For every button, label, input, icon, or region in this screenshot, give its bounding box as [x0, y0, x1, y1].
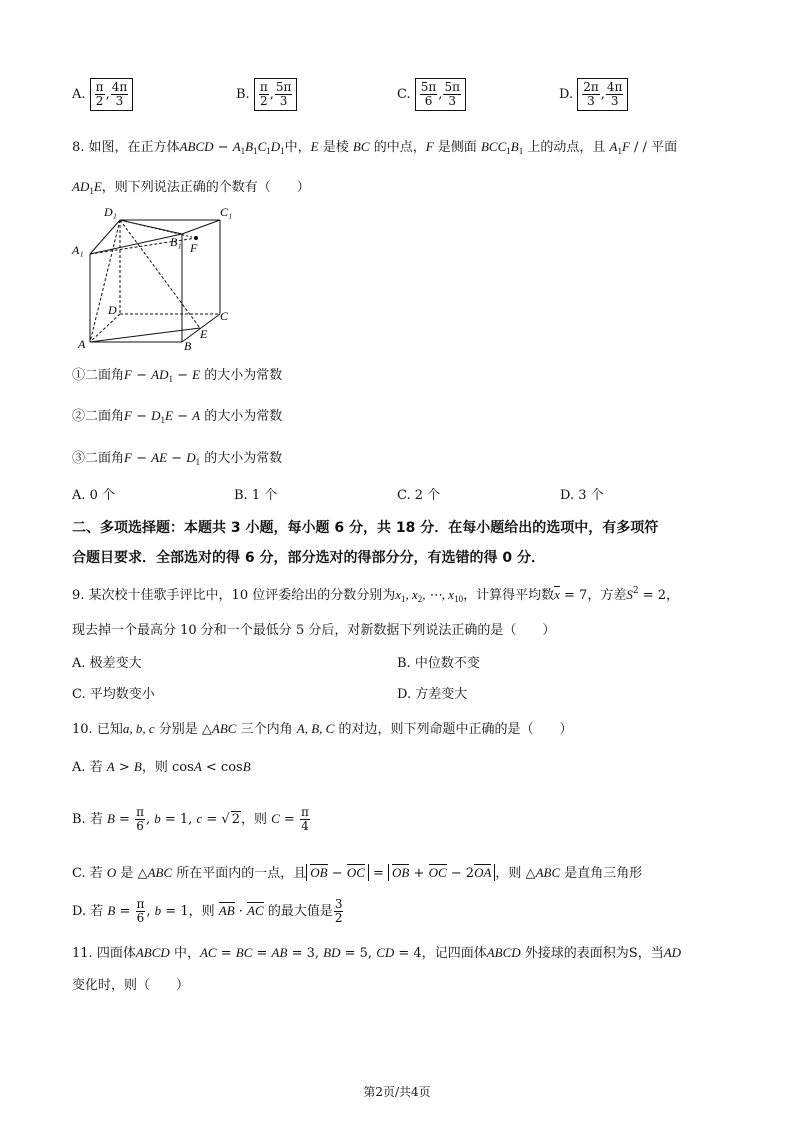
q8-statement-2: ②二面角$F - D_1E - A$ 的大小为常数: [72, 408, 283, 425]
q10-option-b[interactable]: B. 若 B = $\frac{\pi}{6}$ , b = 1, c = √ 2，则 C = $\frac{\pi}{4}$: [72, 805, 309, 833]
edge-c1b1: [182, 220, 220, 234]
q9-stem-line1: 9. 某次校十佳歌手评比中，10 位评委给出的分数分别为$x_1$, $x_2$, ⋯, $x_{10}$，计算得平均数$\overline{x} = 7$，方差$S^2 = 2$，: [72, 586, 680, 604]
q10-stem: 10. 已知a, b, c 分别是 △ABC 三个内角 A, B, C 的对边，则下列命题中正确的是（ ）: [72, 721, 573, 737]
label-d: D: [108, 303, 117, 317]
q11-stem-line2: 变化时，则（ ）: [72, 978, 190, 993]
page-number: 第2页/共4页: [363, 1085, 431, 1099]
q9-option-d[interactable]: D. 方差变大: [397, 687, 468, 702]
q8-option-a[interactable]: A. 0 个: [72, 488, 116, 503]
q8-stem-line2: $AD_1E$，则下列说法正确的个数有（ ）: [72, 179, 310, 196]
q11-stem-line1: 11. 四面体ABCD 中，AC = BC = AB = 3, BD = 5, CD = 4，记四面体ABCD 外接球的表面积为S，当AD: [72, 945, 682, 961]
q10-option-a[interactable]: A. 若 A > B，则 cosA < cosB: [72, 759, 251, 775]
cube-figure: [70, 202, 235, 352]
interval: $\frac{\pi}{2}$ , $\frac{4\pi}{3}$: [90, 78, 134, 111]
edge-da: [90, 314, 120, 342]
edge-b1a1: [90, 234, 182, 254]
q8-statement-3: ③二面角F − AE − $D_1$ 的大小为常数: [72, 450, 283, 467]
q8-option-c[interactable]: C. 2 个: [397, 488, 441, 503]
label-c1: C₁: [220, 205, 233, 219]
section-heading-line1: 二、多项选择题：本题共 3 小题，每小题 6 分，共 18 分．在每小题给出的选项中，有多项符: [72, 520, 659, 536]
interval: $\frac{5\pi}{6}$ , $\frac{5\pi}{3}$: [415, 78, 466, 111]
label-d1: D₁: [104, 205, 117, 219]
section-heading-line2: 合题目要求．全部选对的得 6 分，部分选对的得部分分，有选错的得 0 分．: [72, 550, 545, 566]
q7-option-c[interactable]: C. $\frac{5\pi}{6}$ , $\frac{5\pi}{3}$: [397, 78, 466, 111]
interval: $\frac{\pi}{2}$ , $\frac{5\pi}{3}$: [254, 78, 298, 111]
point-f: [194, 236, 198, 240]
q7-option-d[interactable]: D. $\frac{2\pi}{3}$ , $\frac{4\pi}{3}$: [559, 78, 628, 111]
q9-option-c[interactable]: C. 平均数变小: [72, 687, 155, 702]
q10-option-c[interactable]: C. 若 O 是 △ABC 所在平面内的一点，且 OB − OC = OB + OC − 2OA ，则 △ABC 是直角三角形: [72, 865, 643, 881]
label-b1: B₁: [170, 235, 182, 249]
q8-stem-line1: 8. 如图，在正方体ABCD − $A_1B_1C_1D_1$中，E 是棱 BC 的中点，F 是侧面 $BCC_1B_1$ 上的动点，且 $A_1F$ / / 平面: [72, 139, 678, 156]
line-ad1: [90, 220, 120, 342]
q7-option-b[interactable]: B. $\frac{\pi}{2}$ , $\frac{5\pi}{3}$: [236, 78, 297, 111]
q9-option-b[interactable]: B. 中位数不变: [397, 656, 480, 671]
q8-option-d[interactable]: D. 3 个: [560, 488, 604, 503]
label-f: F: [190, 241, 198, 255]
q8-statement-1: ①二面角$F - AD_1 - E$ 的大小为常数: [72, 367, 283, 384]
label-b: B: [184, 339, 192, 352]
label-e: E: [200, 327, 208, 341]
q8-option-b[interactable]: B. 1 个: [234, 488, 278, 503]
q9-option-a[interactable]: A. 极差变大: [72, 656, 142, 671]
label-c: C: [220, 309, 229, 323]
interval: $\frac{2\pi}{3}$ , $\frac{4\pi}{3}$: [577, 78, 628, 111]
q7-option-a[interactable]: A. $\frac{\pi}{2}$ , $\frac{4\pi}{3}$: [72, 78, 133, 111]
q9-stem-line2: 现去掉一个最高分 10 分和一个最低分 5 分后，对新数据下列说法正确的是（ ）: [72, 623, 556, 638]
label-a1: A₁: [72, 243, 84, 257]
label-a: A: [78, 337, 86, 351]
q10-option-d[interactable]: D. 若 B = $\frac{\pi}{6}$ , b = 1，则 AB · AC 的最大值是 $\frac{3}{2}$: [72, 897, 343, 925]
